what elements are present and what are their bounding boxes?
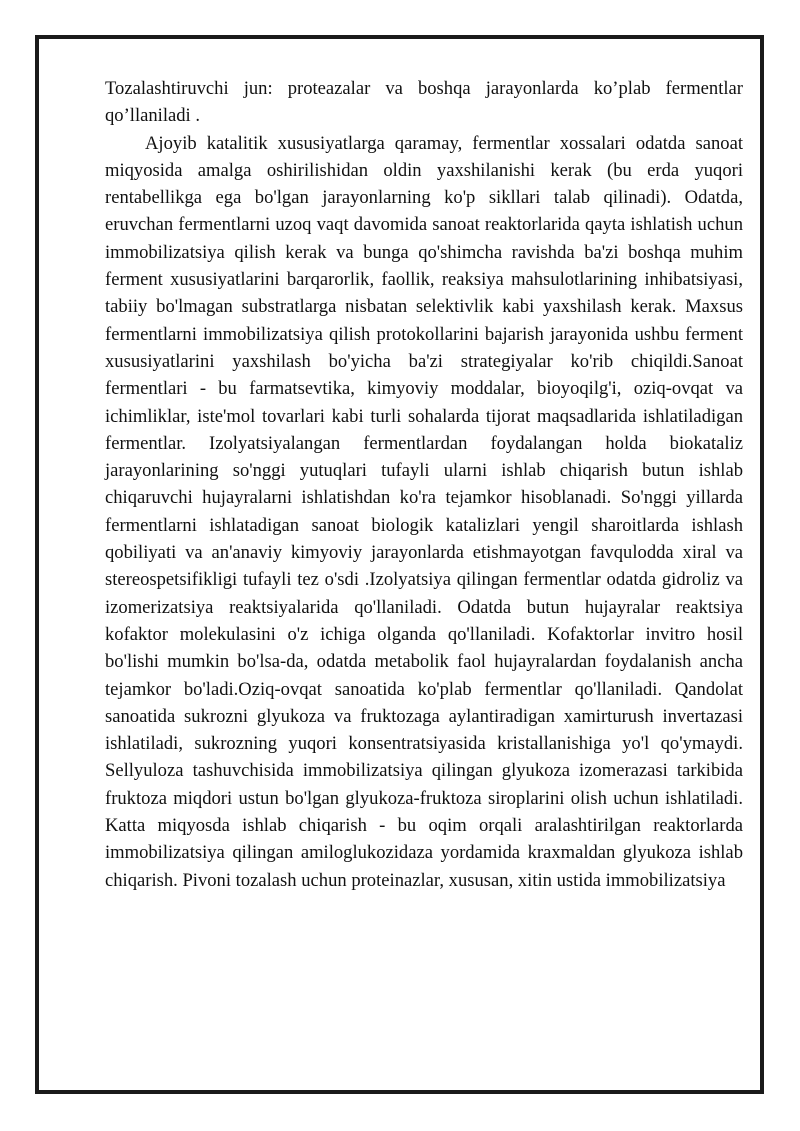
paragraph-main: Ajoyib katalitik xususiyatlarga qaramay, fermentlar xossalari odatda sanoat miqyosida amalga oshirilishidan oldin yaxshilanishi kerak (bu erda yuqori rentabellikga ega bo'lgan jarayonlarning ko'p sikllari talab qilinadi). Odatda, eruvchan fermentlarni uzoq vaqt davomida sanoat reaktorlarida qayta ishlatish uchun immobilizatsiya qilish kerak va bunga qo'shimcha ravishda ba'zi boshqa muhim ferment xususiyatlarini barqarorlik, faollik, reaksiya mahsulotlarining inhibatsiyasi, tabiiy bo'lmagan substratlarga nisbatan selektivlik kabi yaxshilash kerak. Maxsus fermentlarni immobilizatsiya qilish protokollarini bajarish jarayonida ushbu ferment xususiyatlarini yaxshilash bo'yicha ba'zi strategiyalar ko'rib chiqildi.Sanoat fermentlari - bu farmatsevtika, kimyoviy moddalar, bioyoqilg'i, oziq-ovqat va ichimliklar, iste'mol tovarlari kabi turli sohalarda tijorat maqsadlarida ishlatiladigan fermentlar. Izolyatsiyalangan fermentlardan foydalangan holda biokataliz jarayonlarining so'nggi yutuqlari tufayli ularni ishlab chiqarish butun ishlab chiqaruvchi hujayralarni ishlatishdan ko'ra tejamkor hisoblanadi. So'nggi yillarda fermentlarni ishlatadigan sanoat biologik katalizlari yengil sharoitlarda ishlash qobiliyati va an'anaviy kimyoviy jarayonlarda etishmayotgan favqulodda xiral va stereospetsifikligi tufayli tez o'sdi .Izolyatsiya qilingan fermentlar odatda gidroliz va izomerizatsiya reaktsiyalarida qo'llaniladi. Odatda butun hujayralar reaktsiya kofaktor molekulasini o'z ichiga olganda qo'llaniladi. Kofaktorlar invitro hosil bo'lishi mumkin bo'lsa-da, odatda metabolik faol hujayralardan foydalanish ancha tejamkor bo'ladi.Oziq-ovqat sanoatida ko'plab fermentlar qo'llaniladi. Qandolat sanoatida sukrozni glyukoza va fruktozaga aylantiradigan xamirturush invertazasi ishlatiladi, sukrozning yuqori konsentratsiyasida kristallanishiga yo'l qo'ymaydi. Sellyuloza tashuvchisida immobilizatsiya qilingan glyukoza izomerazasi tarkibida fruktoza miqdori ustun bo'lgan glyukoza-fruktoza siroplarini olish uchun ishlatiladi. Katta miqyosda ishlab chiqarish - bu oqim orqali aralashtirilgan reaktorlarda immobilizatsiya qilingan amiloglukozidaza yordamida kraxmaldan glyukoza ishlab chiqarish. Pivoni tozalash uchun proteinazlar, xususan, xitin ustida immobilizatsiya <box>105 132 743 891</box>
paragraph-intro: Tozalashtiruvchi jun: proteazalar va boshqa jarayonlarda ko’plab fermentlar qo’llaniladi . <box>105 78 743 127</box>
document-body <box>105 75 743 894</box>
